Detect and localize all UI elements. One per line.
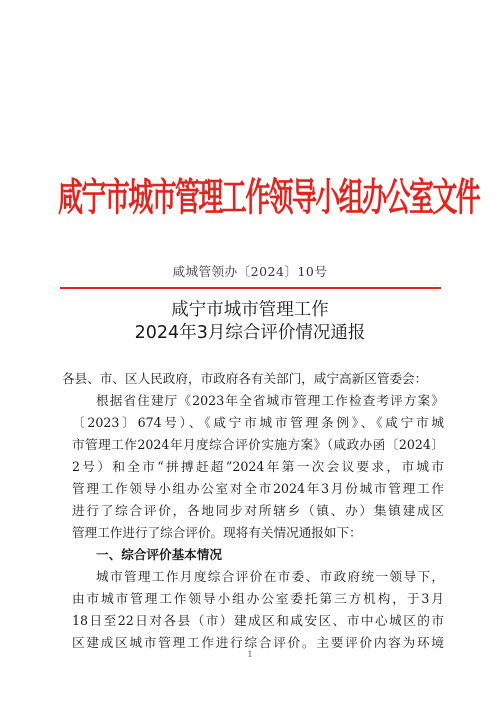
document-title [0,299,500,345]
paragraph-1-line [48,412,444,434]
red-divider-line [60,287,441,289]
paragraph-1-line: 管理工作领导小组办公室对全市2024年3月份城市管理工作 [72,481,444,496]
paragraph-2-line: 由市城市管理工作领导小组办公室委托第三方机构，于3月 [72,591,444,606]
document-body [62,368,444,654]
recipients-line: 各县、市、区人民政府，市政府各有关部门，咸宁高新区管委会： [62,371,428,386]
document-number: 咸城管领办〔2024〕10号 [172,264,328,279]
issuer-header: 咸宁市城市管理工作领导小组办公室文件 [58,174,480,220]
paragraph-2-line: 18日至22日对各县（市）建成区和咸安区、市中心城区的市 [72,613,444,628]
paragraph-1-line: 市管理工作2024年月度综合评价实施方案》（咸政办函〔2024〕 [72,437,444,452]
paragraph-1-line: 进行了综合评价，各地同步对所辖乡（镇、办）集镇建成区 [72,503,444,518]
paragraph-1-line: 根据省住建厅《2023年全省城市管理工作检查考评方案》 [96,393,444,408]
paragraph-2-line: 区建成区城市管理工作进行综合评价。主要评价内容为环境 [72,635,444,650]
section-1-heading: 一、综合评价基本情况 [96,547,222,562]
paragraph-1-line-text: 〔2023〕674号）、《咸宁市城市管理条例》、《咸宁市城 [72,415,444,430]
paragraph-1-line: 管理工作进行了综合评价。现将有关情况通报如下： [72,525,362,540]
title-line-2: 2024年3月综合评价情况通报 [134,323,366,343]
paragraph-2-line: 城市管理工作月度综合评价在市委、市政府统一领导下， [96,569,444,584]
paragraph-1-line: 2号）和全市“拼搏赶超”2024年第一次会议要求，市城市 [72,459,444,474]
title-line-1: 咸宁市城市管理工作 [171,300,329,320]
page-number: 1 [247,650,253,659]
